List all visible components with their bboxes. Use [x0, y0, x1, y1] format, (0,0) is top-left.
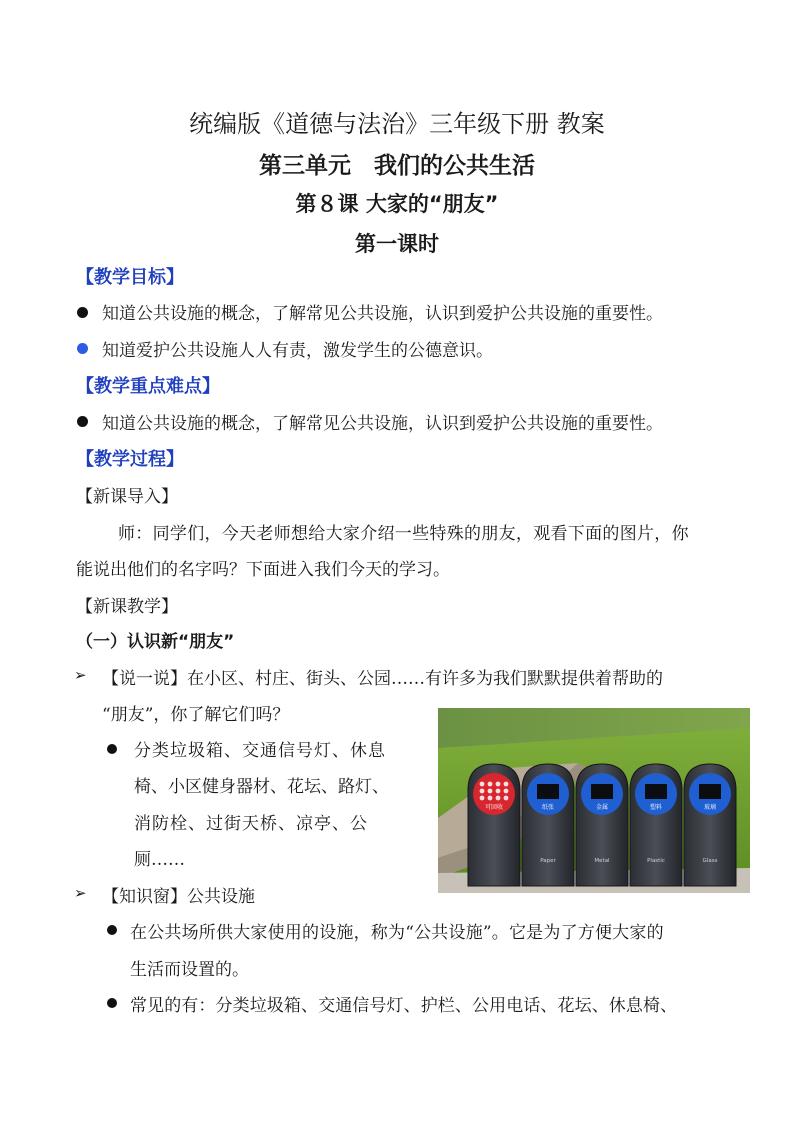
bullet-dot-icon	[77, 343, 88, 354]
key-point-item-1: 知道公共设施的概念，了解常见公共设施，认识到爱护公共设施的重要性。	[102, 414, 663, 434]
arrow-bullet-icon: ➢	[74, 884, 87, 902]
recycling-bin	[468, 764, 520, 886]
recycling-bin	[576, 764, 628, 886]
answer-line-4: 厕……	[134, 850, 185, 870]
answer-line-3: 消防栓、过街天桥、凉亭、公	[134, 814, 368, 834]
bullet-dot-icon	[107, 744, 117, 754]
goals-heading: 【教学目标】	[76, 267, 184, 288]
period-title: 第一课时	[355, 232, 439, 256]
recycling-bin	[684, 764, 736, 886]
knowledge-heading: 【知识窗】公共设施	[102, 887, 255, 907]
key-points-heading: 【教学重点难点】	[76, 376, 220, 397]
answer-line-2: 椅、小区健身器材、花坛、路灯、	[134, 777, 389, 797]
intro-paragraph-line-2: 能说出他们的名字吗？下面进入我们今天的学习。	[76, 560, 450, 580]
answer-line-1: 分类垃圾箱、交通信号灯、休息	[134, 741, 386, 761]
bin-caption: Metal	[594, 858, 610, 864]
definition-line-1: 在公共场所供大家使用的设施，称为“公共设施”。它是为了方便大家的	[130, 923, 664, 943]
bin-label: 金属	[595, 804, 609, 811]
bullet-dot-icon	[77, 416, 88, 427]
bin-label: 纸张	[541, 804, 555, 811]
say-line-1: 【说一说】在小区、村庄、街头、公园……有许多为我们默默提供着帮助的	[102, 669, 663, 689]
goal-item-1: 知道公共设施的概念，了解常见公共设施，认识到爱护公共设施的重要性。	[102, 304, 663, 324]
bin-label: 塑料	[649, 804, 663, 811]
common-facilities-line: 常见的有：分类垃圾箱、交通信号灯、护栏、公用电话、花坛、休息椅、	[130, 996, 678, 1016]
process-heading: 【教学过程】	[76, 449, 184, 470]
document-title: 统编版《道德与法治》三年级下册 教案	[189, 110, 605, 138]
teaching-heading: 【新课教学】	[76, 597, 178, 617]
definition-line-2: 生活而设置的。	[130, 960, 249, 980]
recycling-bins-photo	[438, 708, 750, 893]
bullet-dot-icon	[77, 307, 88, 318]
bin-caption: Glass	[702, 858, 718, 864]
bullet-dot-icon	[107, 998, 117, 1008]
intro-heading: 【新课导入】	[76, 487, 178, 507]
intro-paragraph-line-1: 师：同学们，今天老师想给大家介绍一些特殊的朋友，观看下面的图片，你	[118, 524, 689, 544]
unit-title: 第三单元 我们的公共生活	[259, 153, 535, 179]
bin-label: 可回收	[484, 804, 504, 811]
bin-caption: Plastic	[647, 858, 665, 864]
recycling-bin	[630, 764, 682, 886]
lesson-title: 第８课 大家的“朋友”	[295, 192, 499, 216]
bin-label: 玻璃	[703, 804, 717, 811]
arrow-bullet-icon: ➢	[74, 666, 87, 684]
bin-caption: Paper	[540, 858, 556, 864]
bullet-dot-icon	[107, 925, 117, 935]
goal-item-2: 知道爱护公共设施人人有责，激发学生的公德意识。	[102, 341, 493, 361]
say-line-2: “朋友”，你了解它们吗？	[102, 705, 290, 725]
part1-heading: （一）认识新“朋友”	[76, 632, 235, 652]
recycling-bin	[522, 764, 574, 886]
